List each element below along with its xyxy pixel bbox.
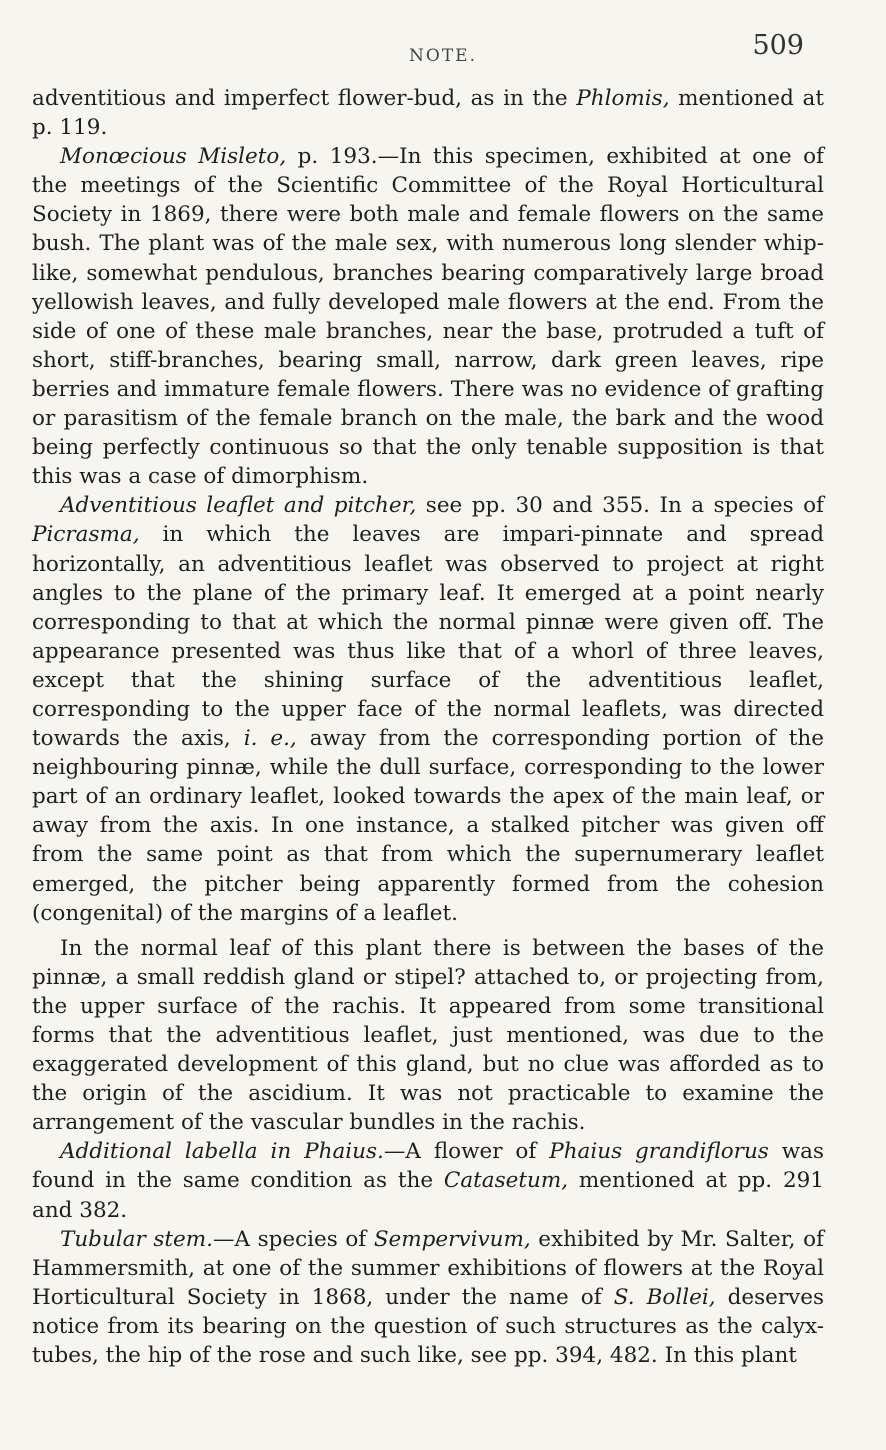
- italic-run: i. e.,: [243, 726, 297, 752]
- section-heading-italic: Monœcious Misleto,: [60, 144, 287, 170]
- text-run: deserves notice from its bearing on the question of such structures as the calyx-tubes, the hip of the rose and such like, see pp. 394, 482. In this plant: [32, 1284, 825, 1369]
- italic-run: Phlomis,: [576, 86, 670, 111]
- text-run: p. 193.—In this specimen, exhibited at one of the meetings of the Scientific Committee of the Royal Horticultural Society in 1869, there were both male and female flowers on the same bush. The plant was of the male sex, with numerous long slender whip-like, somewhat pendulous, branches bearing comparatively large broad yellowish leaves, and fully developed male flowers at the end. From the side of one of these male branches, near the base, protruded a tuft of short, stiff-branches, bearing small, narrow, dark green leaves, ripe berries and immature female flowers. There was no evidence of grafting or parasitism of the female branch on the male, the bark and the wood being perfectly continuous so that the only tenable supposition is that this was a case of dimorphism.: [32, 144, 824, 490]
- text-run: mentioned at pp. 291 and 382.: [32, 1168, 824, 1223]
- text-run: exhibited by Mr. Salter, of Hammersmith, at one of the summer exhibitions of flowers at the Royal Horticultural Society in 1868, under the name of: [32, 1226, 824, 1310]
- text-run: see pp. 30 and 355. In a species of: [416, 493, 824, 519]
- text-run: away from the corresponding portion of the neighbouring pinnæ, while the dull surface, corresponding to the lower part of an ordinary leaflet, looked towards the apex of the main leaf, or away from the axis. In one instance, a stalked pitcher was given off from the same point as that from which the supernumerary leaflet emerged, the pitcher being apparently formed from the cohesion (congenital) of the margins of a leaflet.: [32, 726, 825, 926]
- paragraph-adventitious-leaflet: [32, 491, 824, 927]
- text-run: In the normal leaf of this plant there is between the bases of the pinnæ, a small reddish gland or stipel? attached to, or projecting from, the upper surface of the rachis. It appeared from some transitional forms that the adventitious leaflet, just mentioned, was due to the exaggerated development of this gland, but no clue was afforded as to the origin of the ascidium. It was not practicable to examine the arrangement of the vascular bundles in the rachis.: [32, 935, 824, 1136]
- italic-run: Picrasma,: [32, 522, 140, 548]
- running-head: NOTE.: [409, 46, 477, 66]
- italic-run: S. Bollei,: [613, 1284, 716, 1310]
- italic-run: Phaius grandiflorus: [549, 1139, 769, 1165]
- section-heading-italic: Tubular stem.: [60, 1226, 213, 1252]
- page-number: 509: [752, 30, 804, 61]
- text-run: in which the leaves are impari-pinnate and spread horizontally, an adventitious leaflet was observed to project at right angles to the plane of the primary leaf. It emerged at a point nearly corresponding to that at which the normal pinnæ were given off. The appearance presented was thus like that of a whorl of three leaves, except that the shining surface of the adventitious leaflet, corresponding to the upper face of the normal leaflets, was directed towards the axis,: [32, 522, 824, 752]
- body-text: [32, 84, 824, 1370]
- text-run: adventitious and imperfect flower-bud, as in the: [32, 86, 577, 111]
- paragraph-normal-leaf: [32, 934, 824, 1138]
- text-run: was found in the same condition as the: [32, 1139, 824, 1194]
- paragraph-tubular-stem: [32, 1225, 824, 1370]
- paragraph-continuation: [32, 84, 824, 142]
- text-run: —A flower of: [383, 1139, 550, 1165]
- italic-run: Sempervivum,: [373, 1226, 531, 1252]
- section-heading-italic: Adventitious leaflet and pitcher,: [60, 493, 417, 519]
- paragraph-monoecious-misleto: [32, 142, 824, 491]
- paragraph-additional-labella: [32, 1137, 824, 1224]
- italic-run: Catasetum,: [443, 1168, 569, 1194]
- page-header: [0, 28, 886, 72]
- section-heading-italic: Additional labella in Phaius.: [60, 1139, 384, 1165]
- text-run: —A species of: [212, 1226, 374, 1252]
- text-run: mentioned at p. 119.: [32, 86, 824, 141]
